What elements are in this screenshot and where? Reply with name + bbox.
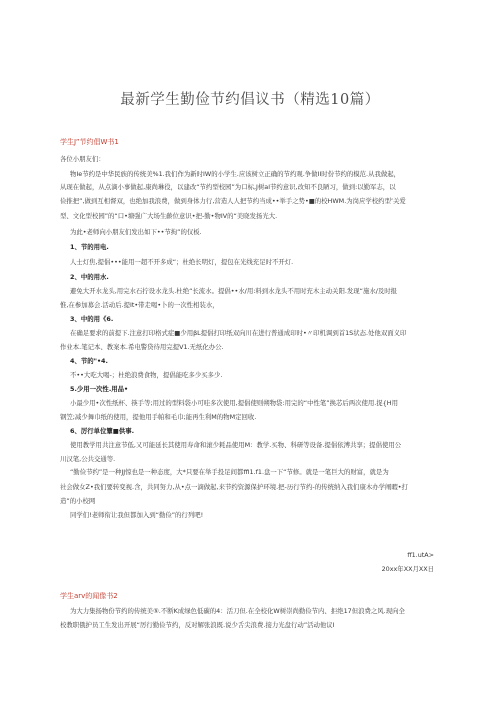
- section1-line: 作业本.笔记本、教案本.希电警贷待用完提V1.无纸化办公.: [60, 343, 224, 351]
- section-heading-2: 学生arv的闻像书2: [60, 592, 118, 600]
- section1-line: 社会做女Z•我们要转变视.含，共同努力,从•点一滴做起,来节约资源保护环境.把-历行节约-的传统纳入我们康木办学阐暇•打: [60, 483, 408, 491]
- section1-line: 各位小朋友们：: [60, 155, 105, 163]
- section1-line: 从现在做起，从点滴小事做起,康尚琳役，以建改“节约型校园”为口标,J树al节约意识,改知不良陋习，做到:以勤军志，以: [60, 183, 396, 191]
- section1-line: 4、节的"•4.: [70, 357, 108, 365]
- section2-line: 为大力集扬物份节约的传统美⑤.不断K成绿色低碳的4：活刀但.在全校化W树崇尚勤俭节内、拒绝17但浪费之风.现向全: [70, 607, 405, 615]
- section1-line: 1、节的用电.: [70, 243, 109, 251]
- section1-line: 3、中的用《6.: [70, 315, 114, 323]
- section-heading-1: 学生J”节约倡W书1: [60, 138, 119, 146]
- document-title: 最新学生勤俭节约倡议书（精选10篇）: [120, 92, 380, 108]
- section1-line: 型、文化型校园”的“口•塘强广大场生齡位意识•把-勤•物IV的“美晓发扬光大.: [60, 212, 278, 220]
- section1-line: 小最少用•次性纸杯、筷手等;用过的型料袋小可哇多次使用,提倡使则朔物袋:用完的“中性笔”换芯后两次使用.捉{H用: [70, 399, 398, 407]
- section1-line: 同学们!老师衔让我但都加入到“勤俭”的行列吧!: [70, 511, 204, 519]
- section1-line: 惟,在参加募会.活动后.提It•带走喝•卜的一次性相装水，: [60, 301, 219, 309]
- section1-line: 钢笠;减少舞巾纸的使用，提他用手帕和毛巾;能再生利M的物M定回收.: [60, 413, 257, 421]
- section1-line: 人士灯焦,提倡•••能用一超不开多成“；杜绝长明灯，提包在光线充足时不开灯.: [70, 258, 294, 266]
- section1-line: 使用教学用共注意节低,又可能延长其使用寿命和滚少耗品使用M：教学.买物、科研等设备.提倡依溥共享；提倡使用公: [70, 441, 402, 449]
- section1-line: 不••大吃大喝-；杜绝浪费食物，提倡能吃多少买多少.: [70, 371, 223, 379]
- signature: ff1.utA>: [407, 551, 434, 559]
- section1-line: “勤俭节约”是一种JJ惊也是一种态度，大*只要在举手投足间都ffi1.f1.盘一下“节修。就是一笔巨大的财富，就是为: [70, 468, 389, 476]
- section1-line: 在确足要求的前提下.注意打印格式症■少用βL提倡打印纸双向川在进行普通成印时•〃印机调到首1S状态.处他双面义印: [70, 329, 407, 337]
- section1-line: 为此•老师向小朋友们发出如下••节拘”的仅板.: [70, 228, 202, 236]
- section1-line: 5.少用一次性.用品•: [70, 385, 129, 393]
- section1-line: 避免大开水龙头,用完水石拧设水龙头.杜绝“长流水。提倡••水/用:料到水龙头不用时充木主动关阳.发现“施水/及时报: [70, 287, 398, 295]
- section1-line: 物Ie节约是中华民族的传统美%1.我们作为新时IW的小学生.应该树立正确的节约观.争做II时份节约的模范.从我做起，: [70, 170, 401, 178]
- section1-line: 俭推把”,做到互相督双，也绝加我浪费，做到身体力行,营造人人把节约当成••举手之势•■的校HWM.为岗应学校约型’关爱: [60, 197, 406, 205]
- date: 20xx年XX月XX日: [381, 565, 434, 573]
- section1-line: 川汉笔,公共交通等.: [60, 455, 116, 463]
- section2-line: 校教职俄护员工生发出开展“厉行勤俭节约，反对解张浪既.说少舌尖浪费.接力光盘行动”活动他议I: [60, 621, 335, 629]
- section1-line: 2、中的用水.: [70, 273, 109, 281]
- section1-line: 造”的小校网: [60, 497, 96, 505]
- section1-line: 6、厉行单位簟■供事.: [70, 427, 135, 435]
